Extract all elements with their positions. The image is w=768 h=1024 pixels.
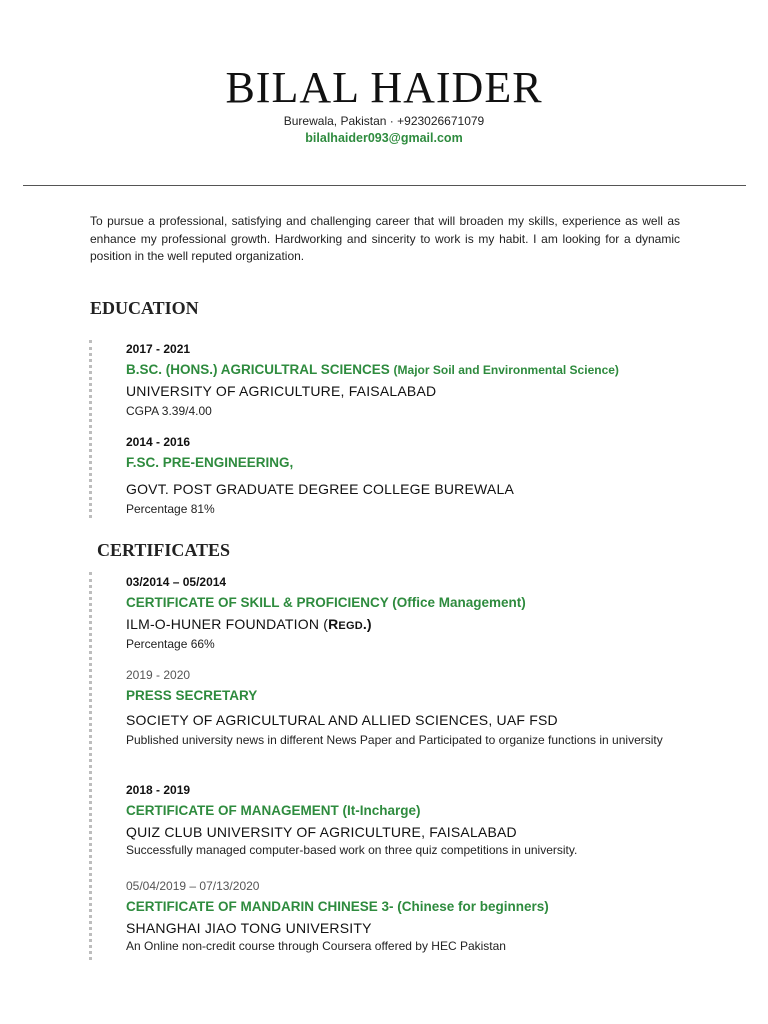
certificate-entry-1 xyxy=(126,575,686,653)
org-main: ILM-O-HUNER FOUNDATION ( xyxy=(126,616,329,632)
entry-title: CERTIFICATE OF MANAGEMENT (It-Incharge) xyxy=(126,803,421,818)
entry-detail: Successfully managed computer-based work on three quiz competitions in university. xyxy=(126,843,578,857)
certificates-heading: CERTIFICATES xyxy=(97,540,231,560)
contact-line: Burewala, Pakistan · +923026671079 xyxy=(283,114,485,128)
entry-organization: QUIZ CLUB UNIVERSITY OF AGRICULTURE, FAISALABAD xyxy=(126,824,517,840)
entry-date: 2019 - 2020 xyxy=(126,668,191,682)
org-end: .) xyxy=(362,616,372,632)
certificate-entry-2 xyxy=(126,668,686,749)
entry-title-sub: (Major Soil and Environmental Science) xyxy=(393,363,619,377)
entry-organization: SOCIETY OF AGRICULTURAL AND ALLIED SCIENCES, UAF FSD xyxy=(126,712,558,728)
entry-organization xyxy=(126,616,686,634)
certificate-entry-4 xyxy=(126,879,686,955)
education-timeline-rule xyxy=(89,340,92,518)
entry-title xyxy=(126,362,686,378)
entry-detail: Percentage 66% xyxy=(126,637,215,651)
entry-date: 2018 - 2019 xyxy=(126,783,191,797)
entry-date: 05/04/2019 – 07/13/2020 xyxy=(126,879,260,893)
entry-organization: GOVT. POST GRADUATE DEGREE COLLEGE BUREWALA xyxy=(126,481,514,497)
entry-detail: CGPA 3.39/4.00 xyxy=(126,404,212,418)
entry-date: 2017 - 2021 xyxy=(126,342,191,356)
entry-title: F.SC. PRE-ENGINEERING, xyxy=(126,455,294,470)
education-heading: EDUCATION xyxy=(90,298,199,318)
entry-date: 2014 - 2016 xyxy=(126,435,191,449)
org-r: R xyxy=(328,616,339,632)
entry-detail: An Online non-credit course through Coursera offered by HEC Pakistan xyxy=(126,939,506,953)
entry-date: 03/2014 – 05/2014 xyxy=(126,575,227,589)
org-small-caps: EGD xyxy=(338,620,363,632)
entry-title: CERTIFICATE OF MANDARIN CHINESE 3- (Chinese for beginners) xyxy=(126,899,549,914)
certificates-timeline-rule xyxy=(89,572,92,960)
entry-title-main: B.SC. (HONS.) AGRICULTRAL SCIENCES xyxy=(126,362,390,377)
header-divider xyxy=(23,185,746,186)
entry-detail: Percentage 81% xyxy=(126,502,215,516)
entry-title: CERTIFICATE OF SKILL & PROFICIENCY (Office Management) xyxy=(126,595,526,610)
entry-organization: SHANGHAI JIAO TONG UNIVERSITY xyxy=(126,920,372,936)
email-link[interactable]: bilalhaider093@gmail.com xyxy=(305,131,463,145)
entry-organization: UNIVERSITY OF AGRICULTURE, FAISALABAD xyxy=(126,383,437,399)
resume-name: BILAL HAIDER xyxy=(225,63,543,112)
entry-title: PRESS SECRETARY xyxy=(126,688,258,703)
certificate-entry-3 xyxy=(126,783,686,859)
entry-detail: Published university news in different News Paper and Participated to organize functions in university xyxy=(126,733,663,747)
education-entry-1 xyxy=(126,342,686,420)
education-entry-2 xyxy=(126,435,686,518)
objective-paragraph: To pursue a professional, satisfying and challenging career that will broaden my skills, experience as well as enhance my professional growth. Hardworking and sincerity to work is my habit. I am looking for a dynamic position in the well reputed organization. xyxy=(90,214,680,263)
